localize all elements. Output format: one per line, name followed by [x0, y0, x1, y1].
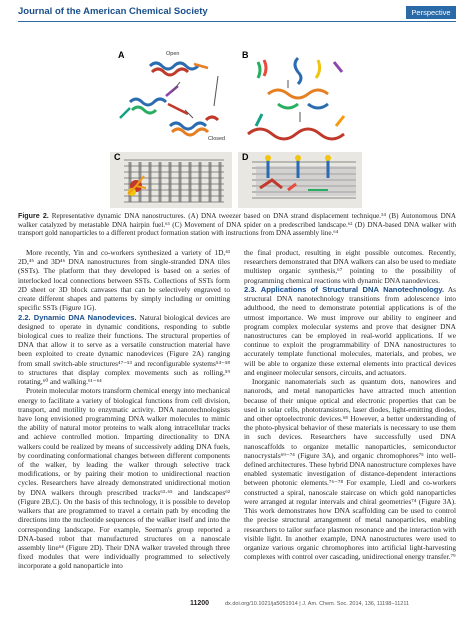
- panel-label-a: A: [118, 50, 125, 60]
- figure-panel-a: [110, 46, 232, 146]
- paragraph: the final product, resulting in eight possible outcomes. Recently, researchers demonstrated that DNA walkers can also be used to mediate multistep organic synthesis,⁶⁷ pointing to the possibility of programming chemical reactions with dynamic DNA nanodevices.: [244, 248, 456, 285]
- dna-walker-hairpin-illustration: [238, 46, 362, 146]
- paragraph: Protein molecular motors transform chemical energy into mechanical energy to facilitate a variety of biological functions from cell division, transport, and motility to enzymatic activity. DNA nanotechnologists have long envisioned programming DNA walker molecules to mimic the ability of natural motor proteins to walk along intracellular tracks and achieve controlled motion. Imparting directionality to DNA walkers could be realized by means of successively adding DNA fuels, by coordinating conformational changes between different components of the walker, by leading the walker through selective track modifications, or by pairing their motion to unidirectional reaction cycles. Researchers have already demonstrated unidirectional motion by DNA walkers through prescribed tracks⁶³·⁶⁵ and landscapes⁶² (Figure 2B,C). On the basis of this technology, it is possible to develop walkers that are programmed to travel a certain path by encoding the directions into the nucleotide sequences of the walker itself and into the corresponding landscape. For example, Seeman's group reported a DNA-based robot that manufactured structures on a nanoscale assembly line⁶⁴ (Figure 2D). Their DNA walker traveled through three fixed modules that were individually programmed to selectively incorporate a gold nanoparticle into: [18, 386, 230, 571]
- figure-caption: [18, 212, 456, 238]
- paragraph: More recently, Yin and co-workers synthesized a variety of 1D,⁴³ 2D,⁴⁵ and 3D⁴⁶ DNA nanostructures from single-stranded DNA tiles (SSTs). The platform that they developed is based on a series of interlocked local connections between SSTs. Collections of SSTs form 2D sheet or 3D block canvases that can be selectively engraved to create different shapes and patterns by simply including or omitting specific SSTs (Figure 1G).: [18, 248, 230, 313]
- caption-label: Figure 2.: [18, 212, 49, 220]
- page-header: [18, 6, 456, 20]
- dna-assembly-line-illustration: [238, 152, 362, 208]
- panel-label-c: C: [114, 152, 121, 162]
- closed-label: Closed: [208, 136, 226, 142]
- paragraph-text: Natural biological devices are designed to operate in dynamic conditions, responding to subtle biological cues to realize their functions. The structural properties of DNA that allow it to serve as a versatile construction material have been exploited to create dynamic nanodevices (Figure 2A) ranging from small switch-able structures⁴⁷⁻⁵³ and reconfigurable systems⁵⁴⁻⁵⁸ to structures that display complex movements such as rolling,⁵⁹ rotating,⁶⁰ and walking.⁶¹⁻⁶⁴: [18, 312, 231, 387]
- panel-label-d: D: [242, 152, 249, 162]
- section-tab: Perspective: [406, 6, 456, 19]
- section-heading: 2.3. Applications of Structural DNA Nanotechnology.: [244, 284, 445, 294]
- paragraph-applications: [244, 285, 456, 377]
- section-heading: 2.2. Dynamic DNA Nanodevices.: [18, 312, 137, 322]
- paragraph: Inorganic nanomaterials such as quantum dots, nanowires and nanorods, and metal nanoparticles have attracted much attention because of their unique optical and electronic properties that can be used in solar cells, phototransistors, laser diodes, light-emitting diodes, and other optoelectronic devices.⁶⁸ However, a better understanding of the photo-physical behavior of these materials is necessary to use them in such devices. Researchers have successfully used DNA nanoscaffolds to organize metallic nanoparticles, semiconductor nanocrystals⁶⁹⁻⁷⁴ (Figure 3A), and organic chromophores⁷⁵ into well-defined architectures. These hybrid DNA nanostructure complexes have enabled systematic investigation of distance-dependent interactions between photonic elements.⁷⁶⁻⁷⁸ For example, Liedl and co-workers constructed a spiral, nanoscale staircase on which gold nanoparticles were arranged at regular intervals and chiral geometries⁷⁴ (Figure 3A). This work demonstrates how DNA scaffolding can be used to control the precise structural arrangement of metal nanoparticles, enabling researchers to tailor surface plasmon resonance and the interaction with visible light. In another example, DNA nanostructures were used to organize various organic chromophores into artificial light-harvesting complexes with control over cascading, unidirectional energy transfer.⁷⁹: [244, 377, 456, 562]
- figure-panel-d: [238, 152, 362, 208]
- figure-2: [110, 46, 362, 208]
- journal-title: Journal of the American Chemical Society: [18, 6, 208, 17]
- paragraph-dynamic-nanodevices: [18, 313, 230, 387]
- doi-citation[interactable]: dx.doi.org/10.1021/ja5051914 | J. Am. Chem. Soc. 2014, 136, 11198−11211: [225, 601, 410, 607]
- page-footer: [18, 598, 456, 610]
- paragraph-text: As structural DNA nanotechnology transitions from adolescence into adulthood, the need to demonstrate potential applications is of the utmost importance. We must improve our ability to engineer and program complex molecular systems and prove that designer DNA nanostructures can be employed in real-world applications. If we continue to exploit the programmability of DNA nanostructures to accurately template functional molecules, materials, and probes, we will be able to organize these external elements into practical devices and engineer molecular sensors, circuits, and actuators.: [244, 284, 457, 377]
- panel-label-b: B: [242, 50, 249, 60]
- caption-text: Representative dynamic DNA nanostructures. (A) DNA tweezer based on DNA strand displacement technique.⁵⁴ (B) Autonomous DNA walker catalyzed by metastable DNA hairpin fuel.⁶³ (C) Movement of DNA spider on a predescribed landscape.⁶² (D) DNA-based DNA walker with transport gold nanoparticles to a different product formation station with instructions from DNA assembly line.⁶⁴: [18, 212, 456, 238]
- right-column: [244, 248, 456, 561]
- dna-spider-landscape-illustration: [110, 152, 232, 208]
- figure-panel-c: [110, 152, 232, 208]
- page-number: 11200: [190, 600, 210, 607]
- left-column: [18, 248, 230, 571]
- header-rule: [18, 21, 456, 22]
- open-label: Open: [166, 51, 180, 57]
- figure-panel-b: [238, 46, 362, 146]
- dna-tweezer-illustration: [110, 46, 232, 146]
